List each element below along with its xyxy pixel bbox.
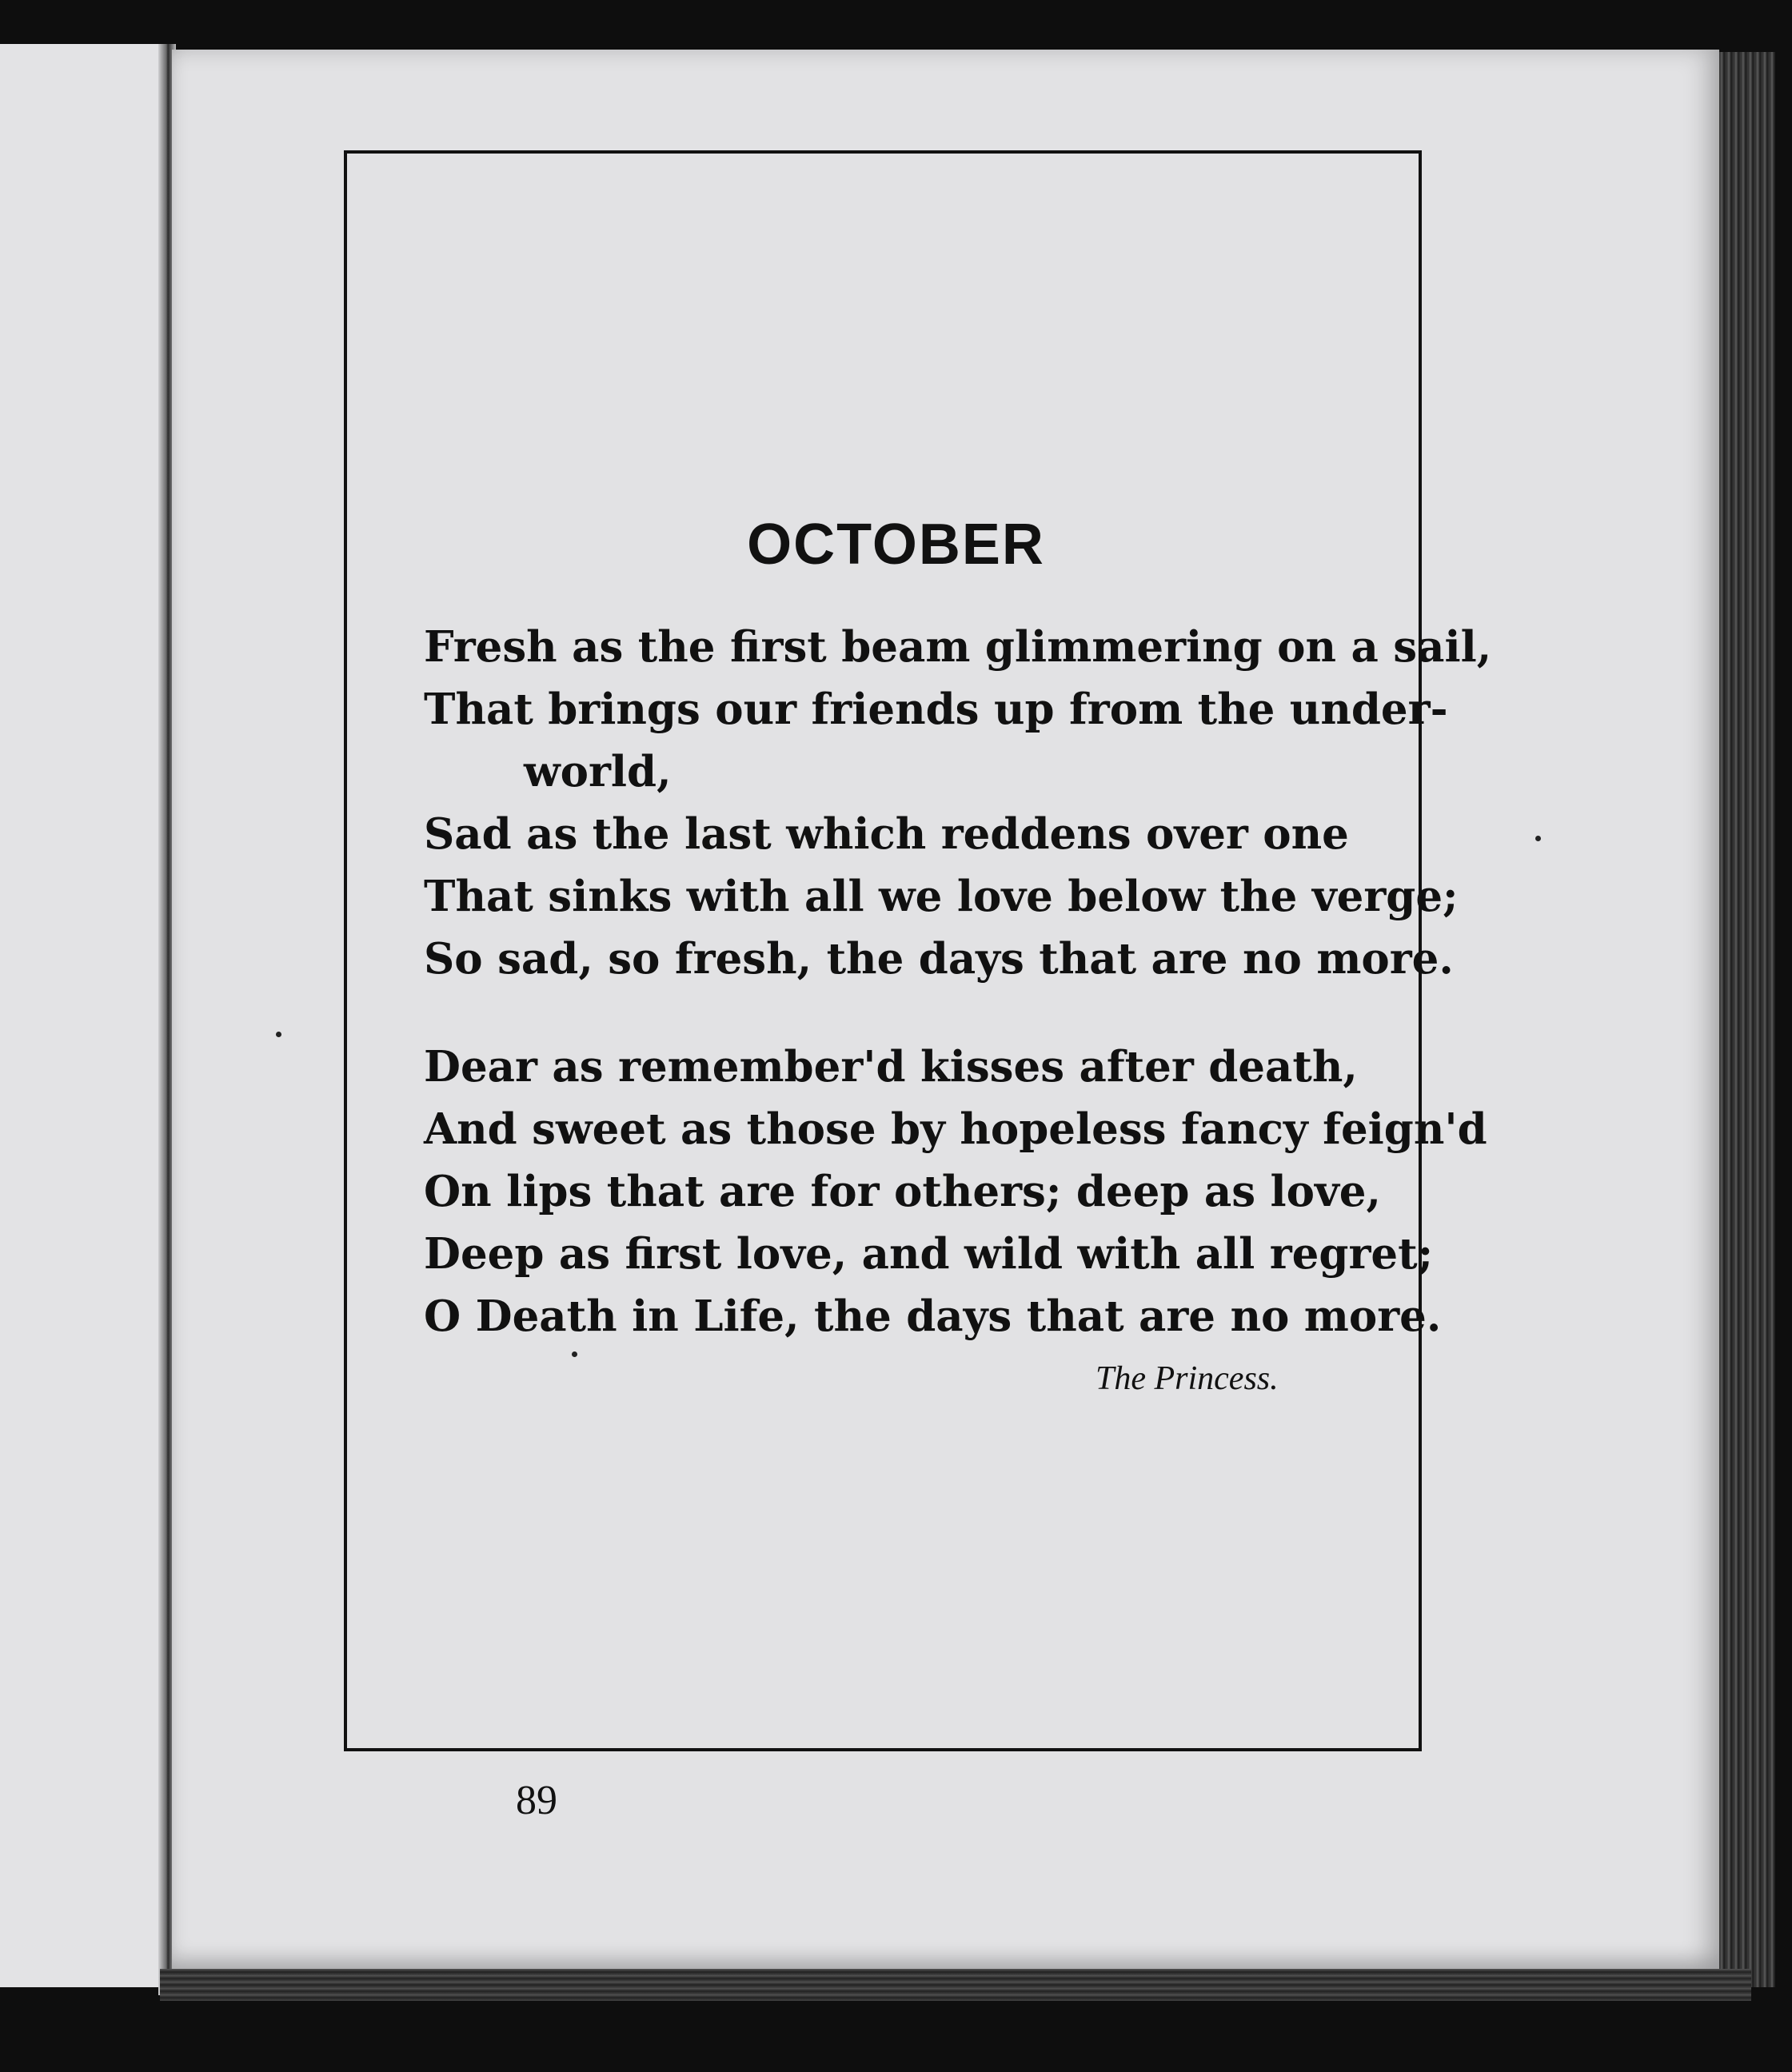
ink-speck	[572, 1351, 577, 1357]
bottom-page-edge	[160, 1969, 1751, 2001]
poem-line: So sad, so fresh, the days that are no more.	[424, 934, 1454, 984]
poem-line: Sad as the last which reddens over one	[424, 809, 1349, 859]
poem-line: Fresh as the first beam glimmering on a sail,	[424, 622, 1492, 672]
page-edge	[1719, 52, 1775, 1987]
poem-title: OCTOBER	[747, 513, 1045, 577]
poem-line: On lips that are for others; deep as love,	[424, 1167, 1381, 1216]
poem-line: That brings our friends up from the under-	[424, 685, 1448, 734]
poem-line: That sinks with all we love below the verge;	[424, 872, 1459, 921]
page-number: 89	[516, 1778, 557, 1823]
poem-line: Deep as first love, and wild with all regret;	[424, 1229, 1434, 1279]
attribution: The Princess.	[1096, 1360, 1279, 1397]
poem-line: And sweet as those by hopeless fancy feign'd	[424, 1104, 1487, 1154]
ink-speck	[1535, 836, 1541, 841]
poem-line: Dear as remember'd kisses after death,	[424, 1042, 1358, 1092]
stanza-1	[424, 616, 1492, 990]
ink-speck	[276, 1032, 281, 1037]
left-page	[0, 44, 168, 1987]
poem-line-continuation: world,	[524, 747, 672, 796]
stanza-2	[424, 1036, 1487, 1347]
poem-line: O Death in Life, the days that are no more.	[424, 1292, 1442, 1341]
